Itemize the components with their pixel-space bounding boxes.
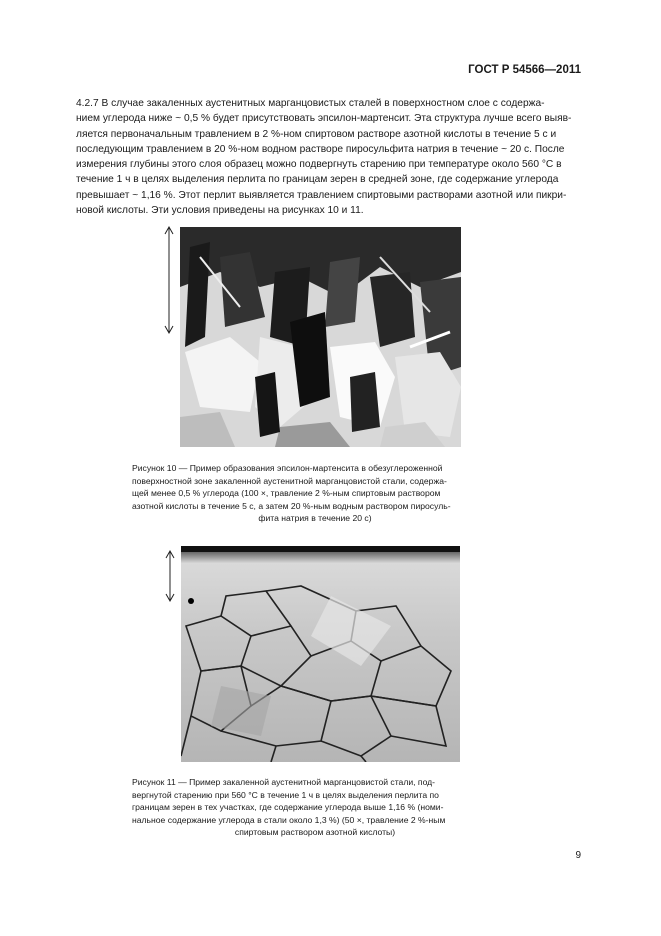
- paragraph-line: течение 1 ч в целях выделения перлита по границам зерен в средней зоне, где содержание углерода: [76, 174, 559, 186]
- figure-11-micrograph: [181, 546, 460, 762]
- paragraph-line: превышает ~ 1,16 %. Этот перлит выявляется травлением спиртовыми растворами азотной или пикри-: [76, 189, 567, 201]
- caption-line: Рисунок 10 — Пример образования эпсилон-мартенсита в обезуглероженной: [132, 463, 443, 473]
- caption-line: азотной кислоты в течение 5 с, а затем 20 %-ным водным раствором пиросуль-: [132, 500, 451, 511]
- caption-line: спиртовым раствором азотной кислоты): [234, 827, 396, 838]
- figure-11-caption: [132, 776, 498, 839]
- figure-10-micrograph: [180, 227, 461, 447]
- paragraph-line: 4.2.7 В случае закаленных аустенитных марганцовистых сталей в поверхностном слое с содержа-: [76, 98, 545, 109]
- paragraph-line: измерения глубины этого слоя образец можно подвергнуть старению при температуре около 560 °С в: [76, 159, 562, 171]
- caption-line: фита натрия в течение 20 с): [258, 513, 372, 524]
- depth-arrow-figure-10: [163, 226, 175, 334]
- caption-line: поверхностной зоне закаленной аустенитной марганцовистой стали, содержа-: [132, 475, 447, 486]
- paragraph-line: новой кислоты. Эти условия приведены на рисунках 10 и 11.: [76, 205, 364, 217]
- paragraph-line: последующим травлением в 20 %-ном водном растворе пиросульфита натрия в течение ~ 20 с. После: [76, 143, 565, 155]
- page-number: 9: [575, 850, 581, 861]
- depth-arrow-figure-11: [164, 550, 176, 602]
- section-4-2-7-paragraph: [76, 96, 584, 218]
- caption-line: границам зерен в тех участках, где содержание углерода выше 1,16 % (номи-: [132, 802, 444, 813]
- figure-10-caption: [132, 462, 498, 525]
- caption-line: вергнутой старению при 560 °С в течение 1 ч в целях выделения перлита по: [132, 789, 439, 800]
- caption-line: Рисунок 11 — Пример закаленной аустенитной марганцовистой стали, под-: [132, 777, 436, 787]
- caption-line: щей менее 0,5 % углерода (100 ×, травление 2 %-ным спиртовым раствором: [132, 488, 441, 499]
- paragraph-line: ляется первоначальным травлением в 2 %-ном спиртовом растворе азотной кислоты в течение 5 с и: [76, 128, 557, 140]
- document-header: ГОСТ Р 54566—2011: [468, 64, 581, 76]
- caption-line: нальное содержание углерода в стали около 1,3 %) (50 ×, травление 2 %-ным: [132, 814, 446, 825]
- paragraph-line: нием углерода ниже ~ 0,5 % будет присутствовать эпсилон-мартенсит. Эта структура лучше всего выяв-: [76, 113, 572, 125]
